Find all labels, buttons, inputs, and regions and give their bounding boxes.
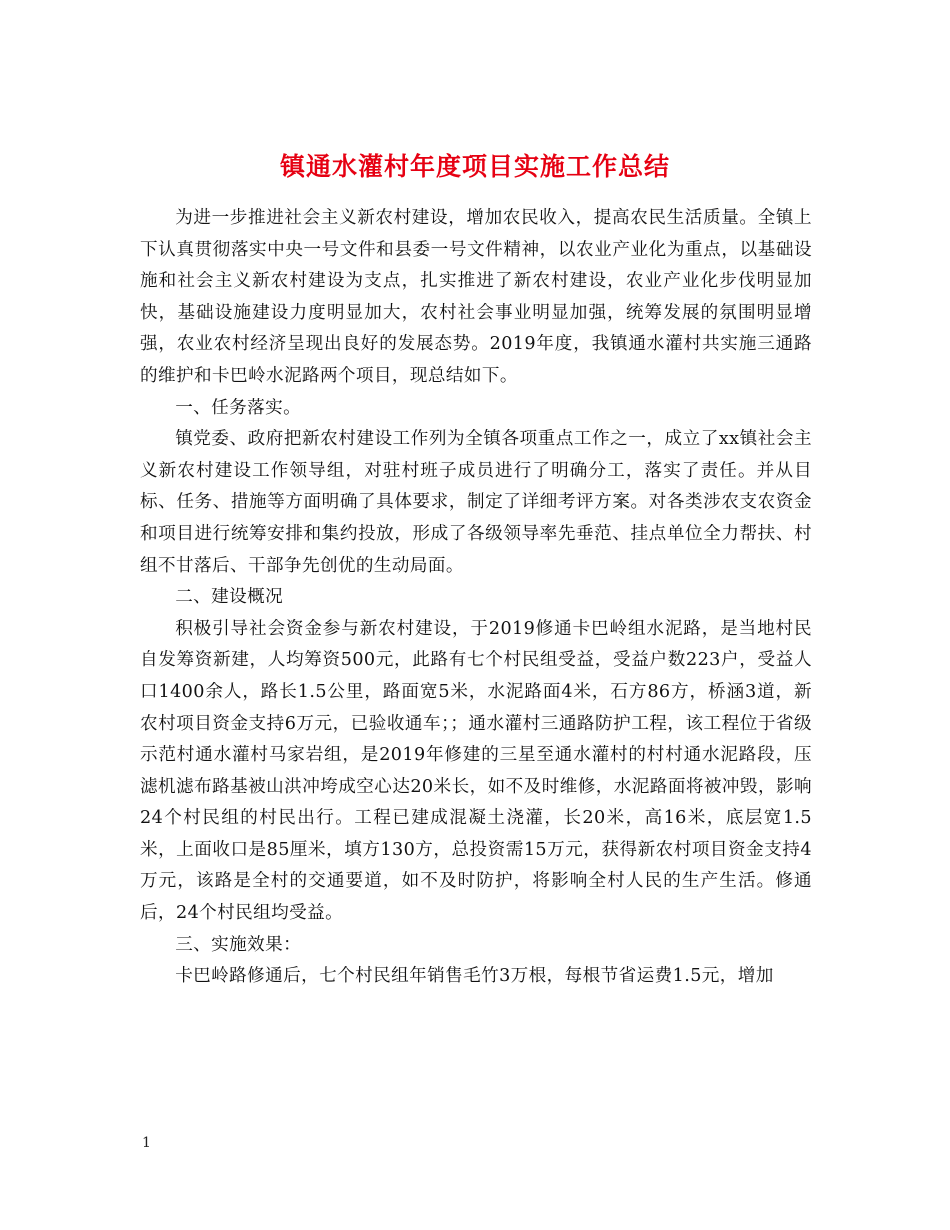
paragraph-intro: 为进一步推进社会主义新农村建设，增加农民收入，提高农民生活质量。全镇上下认真贯彻落实中央一号文件和县委一号文件精神，以农业产业化为重点，以基础设施和社会主义新农村建设为支点，扎实推进了新农村建设，农业产业化步伐明显加快，基础设施建设力度明显加大，农村社会事业明显加强，统筹发展的氛围明显增强，农业农村经济呈现出良好的发展态势。2019年度，我镇通水灌村共实施三通路的维护和卡巴岭水泥路两个项目，现总结如下。 [140,208,812,386]
paragraph-effect: 卡巴岭路修通后，七个村民组年销售毛竹3万根，每根节省运费1.5元，增加 [175,966,774,987]
paragraph-construction: 积极引导社会资金参与新农村建设，于2019修通卡巴岭组水泥路，是当地村民自发筹资新建，人均筹资500元，此路有七个村民组受益，受益户数223户，受益人口1400余人，路长1.5公里，路面宽5米，水泥路面4米，石方86方，桥涵3道，新农村项目资金支持6万元，已验收通车；；通水灌村三通路防护工程，该工程位于省级示范村通水灌村马家岩组，是2019年修建的三星至通水灌村的村村通水泥路段，压滤机滤布路基被山洪冲垮成空心达20米长，如不及时维修，水泥路面将被冲毁，影响24个村民组的村民出行。工程已建成混凝土浇灌，长20米，高16米，底层宽1.5米，上面收口是85厘米，填方130方，总投资需15万元，获得新农村项目资金支持4万元，该路是全村的交通要道，如不及时防护，将影响全村人民的生产生活。修通后，24个村民组均受益。 [140,618,812,924]
section-heading-effect: 三、实施效果： [175,934,302,955]
section-heading-construction: 二、建设概况 [175,587,284,608]
paragraph-task: 镇党委、政府把新农村建设工作列为全镇各项重点工作之一，成立了xx镇社会主义新农村建设工作领导组，对驻村班子成员进行了明确分工，落实了责任。并从目标、任务、措施等方面明确了具体要求，制定了详细考评方案。对各类涉农支农资金和项目进行统筹安排和集约投放，形成了各级领导率先垂范、挂点单位全力帮扶、村组不甘落后、干部争先创优的生动局面。 [140,429,812,576]
document-body [140,203,812,993]
page-number: 1 [142,1135,151,1151]
document-title: 镇通水灌村年度项目实施工作总结 [279,151,670,181]
section-heading-task: 一、任务落实。 [175,397,302,418]
